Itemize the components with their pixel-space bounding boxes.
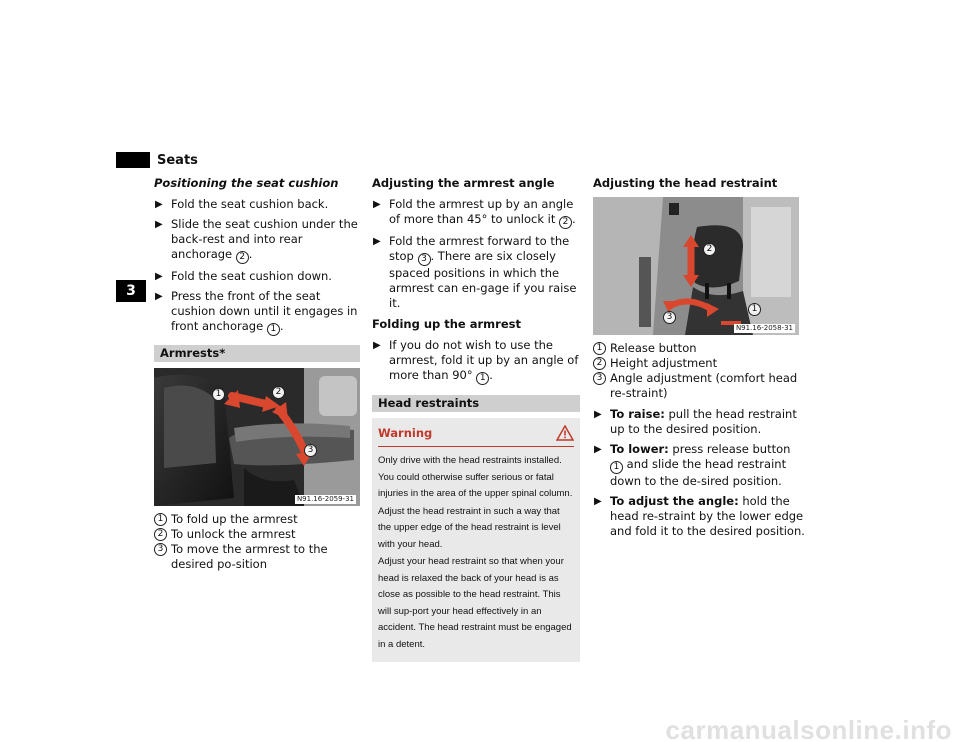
section-bar-head-restraints: Head restraints xyxy=(372,395,580,412)
head-restraint-illustration xyxy=(593,197,799,335)
ref-number: 1 xyxy=(476,372,489,385)
warning-triangle-icon xyxy=(556,425,574,441)
subtitle-seat-cushion: Positioning the seat cushion xyxy=(154,176,339,190)
step-fold-up-90: ▶ If you do not wish to use the armrest, fold it up by an angle of more than 90° 1 . xyxy=(372,338,580,385)
legend-item-1: 1 Release button xyxy=(593,341,805,356)
legend-item-2: 2 To unlock the armrest xyxy=(154,527,360,542)
warning-paragraph-3: Adjust your head restraint so that when your head is relaxed the back of your head is as close as possible to the head restraint. This will sup-port your head effectively in an accident. The head restraint must be engaged in a detent. xyxy=(378,556,572,650)
ref-number: 2 xyxy=(559,216,572,229)
callout-1: 1 xyxy=(748,303,761,316)
step-fold-down: ▶ Fold the seat cushion down. xyxy=(154,269,360,284)
warning-paragraph-2: Adjust the head restraint in such a way that the upper edge of the head restraint is level with your head. xyxy=(378,505,561,550)
ref-number: 1 xyxy=(610,461,623,474)
warning-title: Warning xyxy=(378,425,433,440)
callout-2: 2 xyxy=(703,243,716,256)
step-fold-back: ▶ Fold the seat cushion back. xyxy=(154,197,360,212)
warning-header xyxy=(378,425,574,447)
warning-box xyxy=(372,418,580,662)
callout-1: 1 xyxy=(212,388,225,401)
column-3 xyxy=(593,176,805,544)
watermark: carmanualsonline.info xyxy=(665,715,952,742)
step-fold-armrest-forward: ▶ Fold the armrest forward to the stop 3 . There are six closely spaced positions in which the armrest can en-gage if you raise it. xyxy=(372,234,580,311)
page-title: Seats xyxy=(157,153,198,168)
callout-2: 2 xyxy=(272,386,285,399)
subtitle-head-restraint: Adjusting the head restraint xyxy=(593,176,778,190)
subtitle-folding-up: Folding up the armrest xyxy=(372,317,521,331)
column-1 xyxy=(154,176,360,572)
warning-paragraph-1: Only drive with the head restraints installed. You could otherwise suffer serious or fatal injuries in the area of the upper spinal column. xyxy=(378,455,573,499)
column-2 xyxy=(372,176,580,662)
step-fold-armrest-up: ▶ Fold the armrest up by an angle of more than 45° to unlock it 2 . xyxy=(372,197,580,229)
image-ref: N91.16-2059-31 xyxy=(296,495,354,503)
step-adjust-angle: ▶ To adjust the angle: hold the head re-straint by the lower edge and fold it to the desired position. xyxy=(593,494,805,539)
legend-item-1: 1 To fold up the armrest xyxy=(154,512,360,527)
ref-number: 3 xyxy=(418,253,431,266)
chapter-tab: 3 xyxy=(116,280,146,302)
legend-item-3: 3 Angle adjustment (comfort head re-straint) xyxy=(593,371,805,401)
armrest-illustration xyxy=(154,368,360,506)
ref-number: 2 xyxy=(236,251,249,264)
step-slide-under: ▶ Slide the seat cushion under the back-rest and into rear anchorage 2 . xyxy=(154,217,360,264)
image-ref: N91.16-2058-31 xyxy=(735,324,793,332)
callout-3: 3 xyxy=(304,444,317,457)
legend-item-3: 3 To move the armrest to the desired po-sition xyxy=(154,542,360,572)
callout-3: 3 xyxy=(663,311,676,324)
armrest-photo xyxy=(154,368,360,506)
ref-number: 1 xyxy=(267,323,280,336)
step-lower: ▶ To lower: press release button 1 and slide the head restraint down to the de-sired position. xyxy=(593,442,805,489)
legend-item-2: 2 Height adjustment xyxy=(593,356,805,371)
step-raise: ▶ To raise: pull the head restraint up to the desired position. xyxy=(593,407,805,437)
subtitle-armrest-angle: Adjusting the armrest angle xyxy=(372,176,555,190)
section-bar-armrests: Armrests* xyxy=(154,345,360,362)
step-press-front: ▶ Press the front of the seat cushion down until it engages in front anchorage 1 . xyxy=(154,289,360,336)
header-tab xyxy=(116,152,150,168)
head-restraint-photo xyxy=(593,197,799,335)
